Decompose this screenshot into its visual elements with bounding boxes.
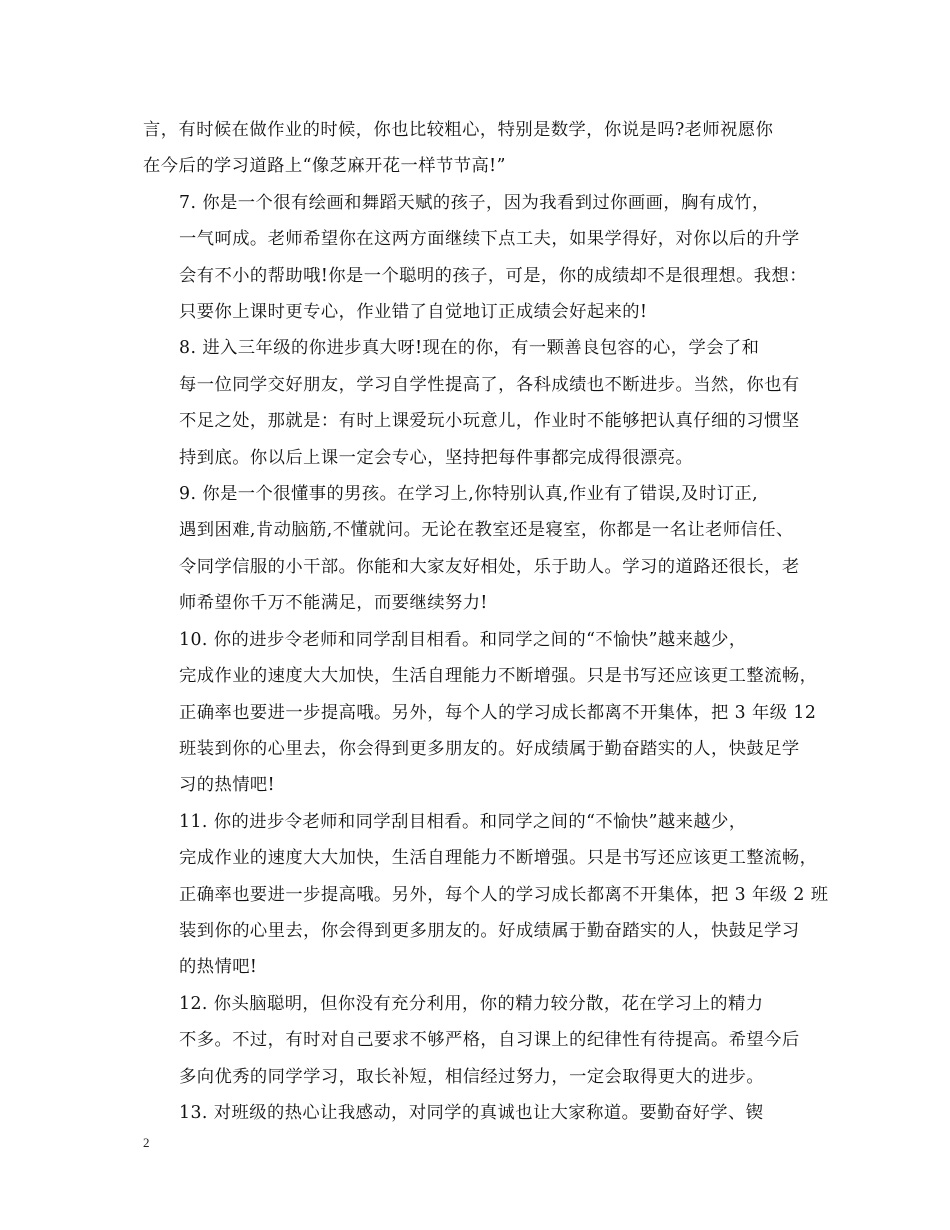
text-line: 完成作业的速度大大加快，生活自理能力不断增强。只是书写还应该更工整流畅， bbox=[179, 848, 818, 869]
text-line: 会有不小的帮助哦!你是一个聪明的孩子，可是，你的成绩却不是很理想。我想： bbox=[179, 265, 807, 286]
text-line: 多向优秀的同学学习，取长补短，相信经过努力，一定会取得更大的进步。 bbox=[179, 1066, 765, 1087]
text-line: 13. 对班级的热心让我感动，对同学的真诚也让大家称道。要勤奋好学、锲 bbox=[179, 1102, 764, 1123]
paragraph-item-9 bbox=[143, 476, 823, 622]
text-line: 言，有时候在做作业的时候，你也比较粗心，特别是数学，你说是吗?老师祝愿你 bbox=[143, 120, 774, 140]
text-line: 不足之处，那就是：有时上课爱玩小玩意儿，作业时不能够把认真仔细的习惯坚 bbox=[179, 411, 800, 432]
text-line: 12. 你头脑聪明，但你没有充分利用，你的精力较分散，花在学习上的精力 bbox=[179, 993, 764, 1014]
text-line: 一气呵成。老师希望你在这两方面继续下点工夫，如果学得好，对你以后的升学 bbox=[179, 229, 800, 250]
text-line: 完成作业的速度大大加快，生活自理能力不断增强。只是书写还应该更工整流畅， bbox=[179, 666, 818, 687]
text-line: 的热情吧! bbox=[179, 957, 258, 978]
text-line: 只要你上课时更专心，作业错了自觉地订正成绩会好起来的! bbox=[179, 302, 648, 323]
text-line: 装到你的心里去，你会得到更多朋友的。好成绩属于勤奋踏实的人，快鼓足学习 bbox=[179, 920, 800, 941]
document-body bbox=[143, 112, 829, 1131]
paragraph-item-10 bbox=[143, 622, 823, 804]
text-line: 11. 你的进步令老师和同学刮目相看。和同学之间的“不愉快”越来越少， bbox=[179, 811, 747, 832]
page-number: 2 bbox=[143, 1135, 150, 1150]
paragraph-item-13 bbox=[143, 1095, 823, 1131]
text-line: 师希望你千万不能满足，而要继续努力! bbox=[179, 593, 488, 614]
text-line: 每一位同学交好朋友，学习自学性提高了，各科成绩也不断进步。当然，你也有 bbox=[179, 374, 800, 395]
text-line: 正确率也要进一步提高哦。另外，每个人的学习成长都离不开集体，把 3 年级 2 班 bbox=[179, 884, 829, 905]
text-line: 持到底。你以后上课一定会专心，坚持把每件事都完成得很漂亮。 bbox=[179, 447, 694, 468]
text-line: 在今后的学习道路上“像芝麻开花一样节节高!” bbox=[143, 156, 506, 177]
paragraph-item-12 bbox=[143, 986, 823, 1095]
paragraph-item-7 bbox=[143, 185, 823, 331]
text-line: 遇到困难,肯动脑筋,不懂就问。无论在教室还是寝室，你都是一名让老师信任、 bbox=[179, 520, 794, 541]
text-line: 班装到你的心里去，你会得到更多朋友的。好成绩属于勤奋踏实的人，快鼓足学 bbox=[179, 738, 800, 759]
paragraph bbox=[143, 112, 823, 185]
text-line: 8. 进入三年级的你进步真大呀!现在的你，有一颗善良包容的心，学会了和 bbox=[179, 338, 760, 359]
text-line: 9. 你是一个很懂事的男孩。在学习上,你特别认真,作业有了错误,及时订正, bbox=[179, 484, 759, 505]
paragraph-item-11 bbox=[143, 804, 829, 986]
paragraph-item-8 bbox=[143, 330, 823, 476]
text-line: 不多。不过，有时对自己要求不够严格，自习课上的纪律性有待提高。希望今后 bbox=[179, 1030, 800, 1051]
text-line: 习的热情吧! bbox=[179, 775, 276, 796]
text-line: 令同学信服的小干部。你能和大家友好相处，乐于助人。学习的道路还很长，老 bbox=[179, 556, 800, 577]
text-line: 正确率也要进一步提高哦。另外，每个人的学习成长都离不开集体，把 3 年级 12 bbox=[179, 702, 817, 723]
text-line: 7. 你是一个很有绘画和舞蹈天赋的孩子，因为我看到过你画画，胸有成竹， bbox=[179, 192, 770, 213]
text-line: 10. 你的进步令老师和同学刮目相看。和同学之间的“不愉快”越来越少， bbox=[179, 629, 747, 650]
